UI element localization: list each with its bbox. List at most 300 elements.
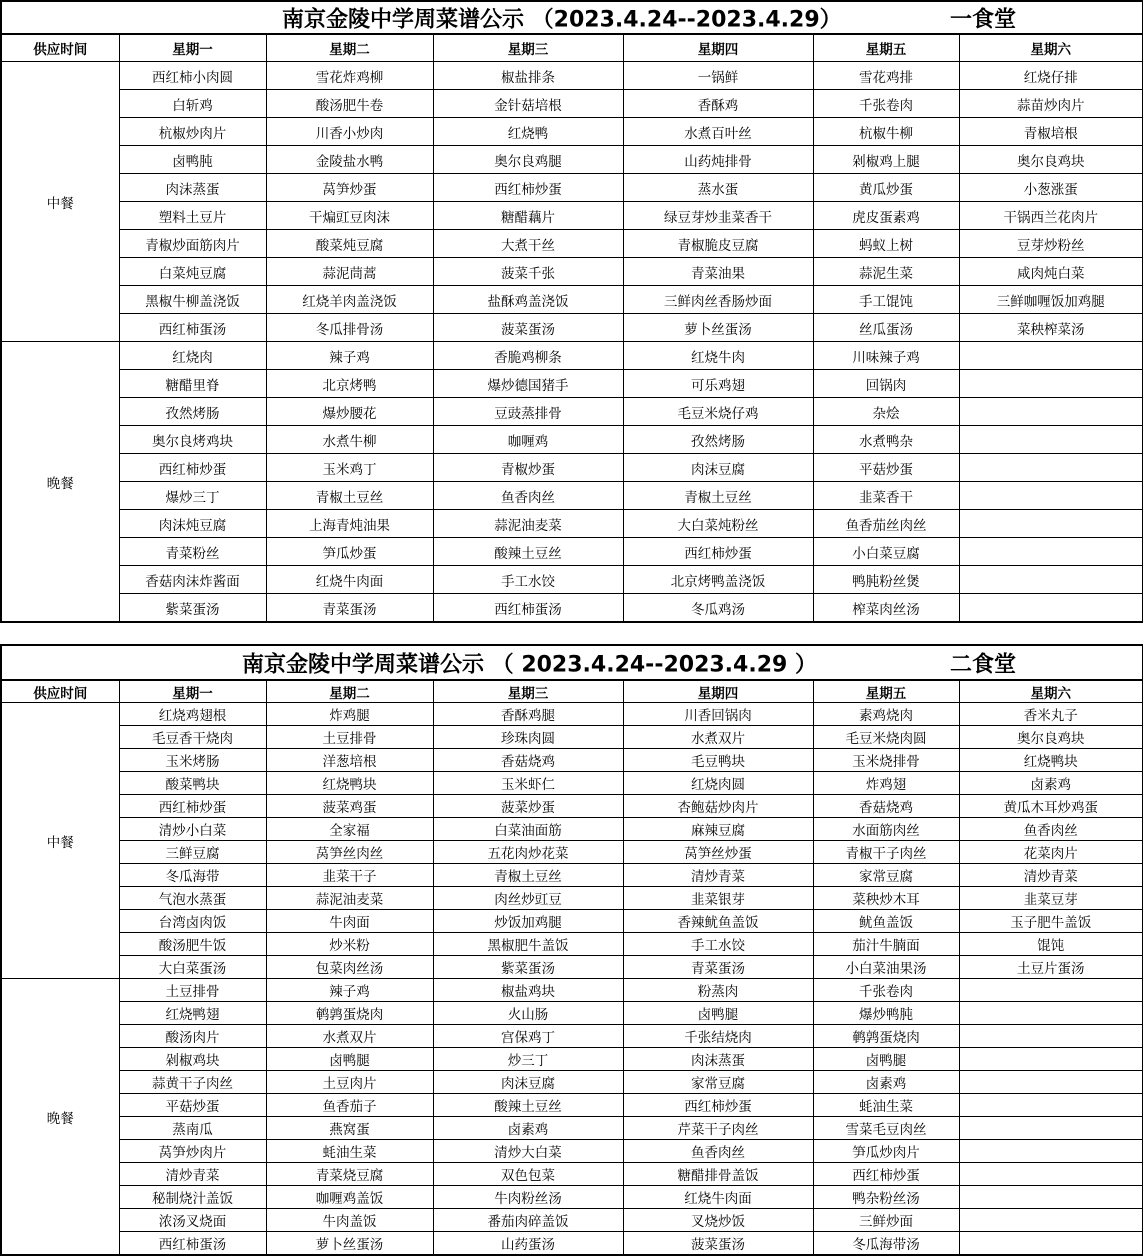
dish-cell: 菠菜千张: [433, 258, 623, 286]
dish-cell: 奥尔良鸡腿: [433, 146, 623, 174]
canteen1-name: 一食堂: [950, 7, 1017, 32]
dish-cell: 毛豆香干烧肉: [119, 726, 266, 749]
dish-cell: 爆炒三丁: [119, 482, 266, 510]
dish-cell: 肉沫豆腐: [433, 1071, 623, 1094]
dish-cell: 肉沫蒸蛋: [623, 1048, 813, 1071]
dish-cell: 白菜炖豆腐: [119, 258, 266, 286]
dish-cell: 菜秧榨菜汤: [959, 314, 1143, 342]
dish-cell: 玉米烤肠: [119, 749, 266, 772]
dish-cell: 川香小炒肉: [266, 118, 433, 146]
dish-cell: 绿豆芽炒韭菜香干: [623, 202, 813, 230]
dish-cell: 辣子鸡: [266, 979, 433, 1002]
dish-cell: 三鲜肉丝香肠炒面: [623, 286, 813, 314]
dish-cell: 菠菜蛋汤: [623, 1232, 813, 1256]
dish-cell: 咖喱鸡: [433, 426, 623, 454]
dish-cell: 干煸豇豆肉沫: [266, 202, 433, 230]
dish-cell: 酸汤肥牛卷: [266, 90, 433, 118]
dish-cell: [959, 1140, 1143, 1163]
dish-cell: 水煮双片: [623, 726, 813, 749]
dish-cell: 青椒干子肉丝: [813, 841, 959, 864]
dish-cell: 水面筋肉丝: [813, 818, 959, 841]
dish-cell: 莴笋炒肉片: [119, 1140, 266, 1163]
dish-cell: 玉米烧排骨: [813, 749, 959, 772]
dish-cell: 珍珠肉圆: [433, 726, 623, 749]
dish-cell: 杂烩: [813, 398, 959, 426]
dish-cell: 西红柿炒蛋: [433, 174, 623, 202]
canteen1-dinner-label: 晚餐: [1, 342, 119, 623]
table-row: [1, 1186, 1143, 1209]
dish-cell: 叉烧炒饭: [623, 1209, 813, 1232]
canteen2-menu-table: [0, 644, 1143, 1256]
dish-cell: 肉沫炖豆腐: [119, 510, 266, 538]
dish-cell: 鸭杂粉丝汤: [813, 1186, 959, 1209]
dish-cell: 可乐鸡翅: [623, 370, 813, 398]
dish-cell: 丝瓜蛋汤: [813, 314, 959, 342]
dish-cell: 卤鸭腿: [813, 1048, 959, 1071]
dish-cell: [959, 538, 1143, 566]
dish-cell: 虎皮蛋素鸡: [813, 202, 959, 230]
canteen2-header-3: 星期三: [433, 680, 623, 703]
dish-cell: 手工水饺: [433, 566, 623, 594]
dish-cell: 菜秧炒木耳: [813, 887, 959, 910]
dish-cell: 菠菜鸡蛋: [266, 795, 433, 818]
dish-cell: [959, 342, 1143, 370]
dish-cell: 西红柿炒蛋: [119, 454, 266, 482]
dish-cell: 土豆排骨: [119, 979, 266, 1002]
dish-cell: 燕窝蛋: [266, 1117, 433, 1140]
dish-cell: 牛肉盖饭: [266, 1209, 433, 1232]
dish-cell: 玉米虾仁: [433, 772, 623, 795]
dish-cell: 清炒青菜: [119, 1163, 266, 1186]
dish-cell: 青椒土豆丝: [623, 482, 813, 510]
dish-cell: 黄瓜炒蛋: [813, 174, 959, 202]
dish-cell: 清炒青菜: [623, 864, 813, 887]
canteen2-header-0: 供应时间: [1, 680, 119, 703]
dish-cell: 香米丸子: [959, 703, 1143, 726]
table-row: [1, 510, 1143, 538]
table-row: [1, 1209, 1143, 1232]
dish-cell: 红烧牛肉: [623, 342, 813, 370]
dish-cell: [959, 1048, 1143, 1071]
table-row: [1, 1140, 1143, 1163]
dish-cell: 千张卷肉: [813, 90, 959, 118]
dish-cell: 椒盐排条: [433, 62, 623, 90]
dish-cell: 酸菜炖豆腐: [266, 230, 433, 258]
dish-cell: 炒三丁: [433, 1048, 623, 1071]
dish-cell: 杭椒炒肉片: [119, 118, 266, 146]
dish-cell: 红烧仔排: [959, 62, 1143, 90]
dish-cell: 红烧鸭: [433, 118, 623, 146]
canteen2-lunch-label: 中餐: [1, 703, 119, 979]
dish-cell: 青菜粉丝: [119, 538, 266, 566]
dish-cell: 西红柿蛋汤: [119, 314, 266, 342]
table-row: [1, 174, 1143, 202]
table-row: [1, 772, 1143, 795]
dish-cell: 清炒小白菜: [119, 818, 266, 841]
dish-cell: 冬瓜排骨汤: [266, 314, 433, 342]
dish-cell: [959, 370, 1143, 398]
dish-cell: 冬瓜海带: [119, 864, 266, 887]
dish-cell: [959, 1071, 1143, 1094]
dish-cell: [959, 482, 1143, 510]
dish-cell: 浓汤叉烧面: [119, 1209, 266, 1232]
dish-cell: 红烧鸭块: [959, 749, 1143, 772]
canteen1-header-6: 星期六: [959, 34, 1143, 62]
dish-cell: 奥尔良鸡块: [959, 146, 1143, 174]
dish-cell: 蒜泥生菜: [813, 258, 959, 286]
canteen2-header-4: 星期四: [623, 680, 813, 703]
dish-cell: 青菜烧豆腐: [266, 1163, 433, 1186]
table-row: [1, 594, 1143, 623]
canteen2-header-6: 星期六: [959, 680, 1143, 703]
canteen1-lunch-label: 中餐: [1, 62, 119, 342]
dish-cell: 奥尔良烤鸡块: [119, 426, 266, 454]
dish-cell: 韭菜香干: [813, 482, 959, 510]
dish-cell: 小白菜豆腐: [813, 538, 959, 566]
dish-cell: 蒜泥油麦菜: [266, 887, 433, 910]
dish-cell: 馄饨: [959, 933, 1143, 956]
dish-cell: 水煮双片: [266, 1025, 433, 1048]
dish-cell: [959, 1117, 1143, 1140]
dish-cell: 玉子肥牛盖饭: [959, 910, 1143, 933]
dish-cell: [959, 1209, 1143, 1232]
canteen1-menu-table: [0, 0, 1143, 623]
dish-cell: 西红柿炒蛋: [813, 1163, 959, 1186]
dish-cell: 菠菜炒蛋: [433, 795, 623, 818]
dish-cell: 卤鸭腿: [266, 1048, 433, 1071]
table-row: [1, 841, 1143, 864]
dish-cell: 卤素鸡: [959, 772, 1143, 795]
table-row: [1, 1002, 1143, 1025]
dish-cell: 红烧鸡翅根: [119, 703, 266, 726]
dish-cell: 雪花炸鸡柳: [266, 62, 433, 90]
dish-cell: 鱼香肉丝: [623, 1140, 813, 1163]
dish-cell: 爆炒德国猪手: [433, 370, 623, 398]
dish-cell: [959, 1163, 1143, 1186]
dish-cell: 金陵盐水鸭: [266, 146, 433, 174]
dish-cell: 莴笋丝炒蛋: [623, 841, 813, 864]
dish-cell: 鱼香茄子: [266, 1094, 433, 1117]
dish-cell: 酸汤肥牛饭: [119, 933, 266, 956]
canteen2-header-1: 星期一: [119, 680, 266, 703]
dish-cell: 西红柿炒蛋: [623, 1094, 813, 1117]
table-row: [1, 230, 1143, 258]
dish-cell: 平菇炒蛋: [119, 1094, 266, 1117]
dish-cell: 千张卷肉: [813, 979, 959, 1002]
dish-cell: [959, 398, 1143, 426]
dish-cell: 红烧鸭块: [266, 772, 433, 795]
dish-cell: 千张结烧肉: [623, 1025, 813, 1048]
dish-cell: [959, 979, 1143, 1002]
table-row: [1, 62, 1143, 90]
dish-cell: 榨菜肉丝汤: [813, 594, 959, 623]
canteen2-header-5: 星期五: [813, 680, 959, 703]
dish-cell: 清炒大白菜: [433, 1140, 623, 1163]
table-row: [1, 342, 1143, 370]
dish-cell: 小葱涨蛋: [959, 174, 1143, 202]
canteen1-header-2: 星期二: [266, 34, 433, 62]
dish-cell: 酸汤肉片: [119, 1025, 266, 1048]
dish-cell: 韭菜干子: [266, 864, 433, 887]
dish-cell: 冬瓜鸡汤: [623, 594, 813, 623]
canteen2-title: 南京金陵中学周菜谱公示 （ 2023.4.24--2023.4.29 ）: [242, 652, 817, 677]
dish-cell: [959, 1186, 1143, 1209]
table-row: [1, 454, 1143, 482]
dish-cell: 笋瓜炒蛋: [266, 538, 433, 566]
dish-cell: 素鸡烧肉: [813, 703, 959, 726]
table-row: [1, 1163, 1143, 1186]
dish-cell: [959, 1025, 1143, 1048]
dish-cell: 西红柿小肉圆: [119, 62, 266, 90]
dish-cell: 鱼香肉丝: [959, 818, 1143, 841]
dish-cell: 大白菜蛋汤: [119, 956, 266, 979]
dish-cell: 火山肠: [433, 1002, 623, 1025]
table-row: [1, 795, 1143, 818]
dish-cell: 鹌鹑蛋烧肉: [266, 1002, 433, 1025]
dish-cell: [959, 1232, 1143, 1256]
dish-cell: 奥尔良鸡块: [959, 726, 1143, 749]
table-row: [1, 1117, 1143, 1140]
dish-cell: 塑料土豆片: [119, 202, 266, 230]
dish-cell: 山药炖排骨: [623, 146, 813, 174]
table-row: [1, 933, 1143, 956]
dish-cell: 川香回锅肉: [623, 703, 813, 726]
dish-cell: 剁椒鸡块: [119, 1048, 266, 1071]
dish-cell: 鱼香肉丝: [433, 482, 623, 510]
table-row: [1, 1071, 1143, 1094]
dish-cell: 咖喱鸡盖饭: [266, 1186, 433, 1209]
dish-cell: 青菜蛋汤: [623, 956, 813, 979]
table-row: [1, 566, 1143, 594]
canteen2-header-row: [1, 680, 1143, 703]
table-row: [1, 90, 1143, 118]
dish-cell: 黑椒牛柳盖浇饭: [119, 286, 266, 314]
dish-cell: 土豆排骨: [266, 726, 433, 749]
dish-cell: 蒸水蛋: [623, 174, 813, 202]
dish-cell: 剁椒鸡上腿: [813, 146, 959, 174]
dish-cell: 鱿鱼盖饭: [813, 910, 959, 933]
table-row: [1, 818, 1143, 841]
dish-cell: 气泡水蒸蛋: [119, 887, 266, 910]
dish-cell: 卤素鸡: [433, 1117, 623, 1140]
dish-cell: 牛肉面: [266, 910, 433, 933]
dish-cell: 菠菜蛋汤: [433, 314, 623, 342]
table-row: [1, 979, 1143, 1002]
dish-cell: 土豆肉片: [266, 1071, 433, 1094]
dish-cell: 青椒脆皮豆腐: [623, 230, 813, 258]
dish-cell: 水煮鸭杂: [813, 426, 959, 454]
dish-cell: [959, 1094, 1143, 1117]
dish-cell: 水煮百叶丝: [623, 118, 813, 146]
canteen1-title: 南京金陵中学周菜谱公示 （2023.4.24--2023.4.29）: [282, 7, 842, 32]
dish-cell: 辣子鸡: [266, 342, 433, 370]
dish-cell: 香脆鸡柳条: [433, 342, 623, 370]
dish-cell: 杏鲍菇炒肉片: [623, 795, 813, 818]
dish-cell: 三鲜炒面: [813, 1209, 959, 1232]
dish-cell: 卤鸭腿: [623, 1002, 813, 1025]
table-row: [1, 910, 1143, 933]
dish-cell: 蚝油生菜: [266, 1140, 433, 1163]
canteen1-header-4: 星期四: [623, 34, 813, 62]
dish-cell: [959, 426, 1143, 454]
dish-cell: 椒盐鸡块: [433, 979, 623, 1002]
canteen1-menu-sheet: [0, 0, 1143, 623]
table-row: [1, 1094, 1143, 1117]
dish-cell: 紫菜蛋汤: [119, 594, 266, 623]
dish-cell: 全家福: [266, 818, 433, 841]
dish-cell: 牛肉粉丝汤: [433, 1186, 623, 1209]
dish-cell: 酸菜鸭块: [119, 772, 266, 795]
dish-cell: 莴笋炒蛋: [266, 174, 433, 202]
dish-cell: 大白菜炖粉丝: [623, 510, 813, 538]
canteen1-title-bar: [1, 1, 1143, 34]
dish-cell: 酸辣土豆丝: [433, 1094, 623, 1117]
dish-cell: 西红柿炒蛋: [119, 795, 266, 818]
dish-cell: 炒米粉: [266, 933, 433, 956]
dish-cell: 蚂蚁上树: [813, 230, 959, 258]
table-row: [1, 703, 1143, 726]
table-row: [1, 118, 1143, 146]
dish-cell: 手工水饺: [623, 933, 813, 956]
dish-cell: 雪花鸡排: [813, 62, 959, 90]
dish-cell: 花菜肉片: [959, 841, 1143, 864]
dish-cell: 包菜肉丝汤: [266, 956, 433, 979]
table-row: [1, 1048, 1143, 1071]
table-row: [1, 538, 1143, 566]
dish-cell: 韭菜银芽: [623, 887, 813, 910]
dish-cell: 青椒炒蛋: [433, 454, 623, 482]
dish-cell: 糖醋藕片: [433, 202, 623, 230]
dish-cell: 爆炒腰花: [266, 398, 433, 426]
dish-cell: 卤鸭肫: [119, 146, 266, 174]
dish-cell: 台湾卤肉饭: [119, 910, 266, 933]
dish-cell: 洋葱培根: [266, 749, 433, 772]
canteen2-name: 二食堂: [950, 652, 1017, 677]
dish-cell: 糖醋排骨盖饭: [623, 1163, 813, 1186]
dish-cell: 水煮牛柳: [266, 426, 433, 454]
table-row: [1, 258, 1143, 286]
dish-cell: 香辣鱿鱼盖饭: [623, 910, 813, 933]
dish-cell: 肉沫豆腐: [623, 454, 813, 482]
dish-cell: 小白菜油果汤: [813, 956, 959, 979]
dish-cell: 黑椒肥牛盖饭: [433, 933, 623, 956]
dish-cell: 红烧羊肉盖浇饭: [266, 286, 433, 314]
dish-cell: 麻辣豆腐: [623, 818, 813, 841]
dish-cell: 宫保鸡丁: [433, 1025, 623, 1048]
dish-cell: 炒饭加鸡腿: [433, 910, 623, 933]
dish-cell: 土豆片蛋汤: [959, 956, 1143, 979]
dish-cell: 五花肉炒花菜: [433, 841, 623, 864]
dish-cell: 红烧肉圆: [623, 772, 813, 795]
dish-cell: 鱼香茄丝肉丝: [813, 510, 959, 538]
dish-cell: 秘制烧汁盖饭: [119, 1186, 266, 1209]
dish-cell: 香酥鸡腿: [433, 703, 623, 726]
dish-cell: 毛豆米烧肉圆: [813, 726, 959, 749]
table-row: [1, 726, 1143, 749]
dish-cell: 川味辣子鸡: [813, 342, 959, 370]
dish-cell: 青椒炒面筋肉片: [119, 230, 266, 258]
canteen2-menu-body: [1, 703, 1143, 1256]
dish-cell: 雪菜毛豆肉丝: [813, 1117, 959, 1140]
dish-cell: 香菇烧鸡: [433, 749, 623, 772]
canteen1-header-row: [1, 34, 1143, 62]
dish-cell: 毛豆鸭块: [623, 749, 813, 772]
dish-cell: 上海青炖油果: [266, 510, 433, 538]
dish-cell: 糖醋里脊: [119, 370, 266, 398]
dish-cell: 家常豆腐: [623, 1071, 813, 1094]
dish-cell: 莴笋丝肉丝: [266, 841, 433, 864]
dish-cell: 豆芽炒粉丝: [959, 230, 1143, 258]
dish-cell: 炸鸡翅: [813, 772, 959, 795]
dish-cell: 萝卜丝蛋汤: [266, 1232, 433, 1256]
dish-cell: 茄汁牛腩面: [813, 933, 959, 956]
dish-cell: 青椒培根: [959, 118, 1143, 146]
canteen1-menu-body: [1, 62, 1143, 623]
dish-cell: 炸鸡腿: [266, 703, 433, 726]
dish-cell: 大煮干丝: [433, 230, 623, 258]
dish-cell: 家常豆腐: [813, 864, 959, 887]
dish-cell: 金针菇培根: [433, 90, 623, 118]
dish-cell: 手工馄饨: [813, 286, 959, 314]
dish-cell: 香酥鸡: [623, 90, 813, 118]
dish-cell: 爆炒鸭肫: [813, 1002, 959, 1025]
dish-cell: [959, 1002, 1143, 1025]
dish-cell: 孜然烤肠: [623, 426, 813, 454]
dish-cell: 青菜油果: [623, 258, 813, 286]
dish-cell: 玉米鸡丁: [266, 454, 433, 482]
dish-cell: 萝卜丝蛋汤: [623, 314, 813, 342]
dish-cell: 红烧肉: [119, 342, 266, 370]
canteen2-dinner-label: 晚餐: [1, 979, 119, 1256]
table-row: [1, 426, 1143, 454]
table-row: [1, 887, 1143, 910]
dish-cell: 平菇炒蛋: [813, 454, 959, 482]
dish-cell: 孜然烤肠: [119, 398, 266, 426]
table-row: [1, 956, 1143, 979]
dish-cell: 韭菜豆芽: [959, 887, 1143, 910]
dish-cell: 蒸南瓜: [119, 1117, 266, 1140]
dish-cell: 酸辣土豆丝: [433, 538, 623, 566]
table-row: [1, 286, 1143, 314]
canteen2-title-bar: [1, 645, 1143, 680]
dish-cell: 白菜油面筋: [433, 818, 623, 841]
dish-cell: 咸肉炖白菜: [959, 258, 1143, 286]
canteen2-menu-sheet: [0, 644, 1143, 1256]
table-row: [1, 482, 1143, 510]
dish-cell: 青椒土豆丝: [433, 864, 623, 887]
dish-cell: 黄瓜木耳炒鸡蛋: [959, 795, 1143, 818]
dish-cell: 鸭肫粉丝煲: [813, 566, 959, 594]
dish-cell: 紫菜蛋汤: [433, 956, 623, 979]
dish-cell: 青菜蛋汤: [266, 594, 433, 623]
dish-cell: 西红柿炒蛋: [623, 538, 813, 566]
dish-cell: 芹菜干子肉丝: [623, 1117, 813, 1140]
dish-cell: 蚝油生菜: [813, 1094, 959, 1117]
table-row: [1, 1025, 1143, 1048]
dish-cell: 杭椒牛柳: [813, 118, 959, 146]
dish-cell: 红烧鸭翅: [119, 1002, 266, 1025]
canteen1-header-3: 星期三: [433, 34, 623, 62]
dish-cell: 香菇烧鸡: [813, 795, 959, 818]
table-row: [1, 202, 1143, 230]
dish-cell: [959, 454, 1143, 482]
dish-cell: 干锅西兰花肉片: [959, 202, 1143, 230]
dish-cell: 一锅鲜: [623, 62, 813, 90]
dish-cell: 香菇肉沫炸酱面: [119, 566, 266, 594]
table-row: [1, 749, 1143, 772]
dish-cell: 冬瓜海带汤: [813, 1232, 959, 1256]
dish-cell: [959, 594, 1143, 623]
